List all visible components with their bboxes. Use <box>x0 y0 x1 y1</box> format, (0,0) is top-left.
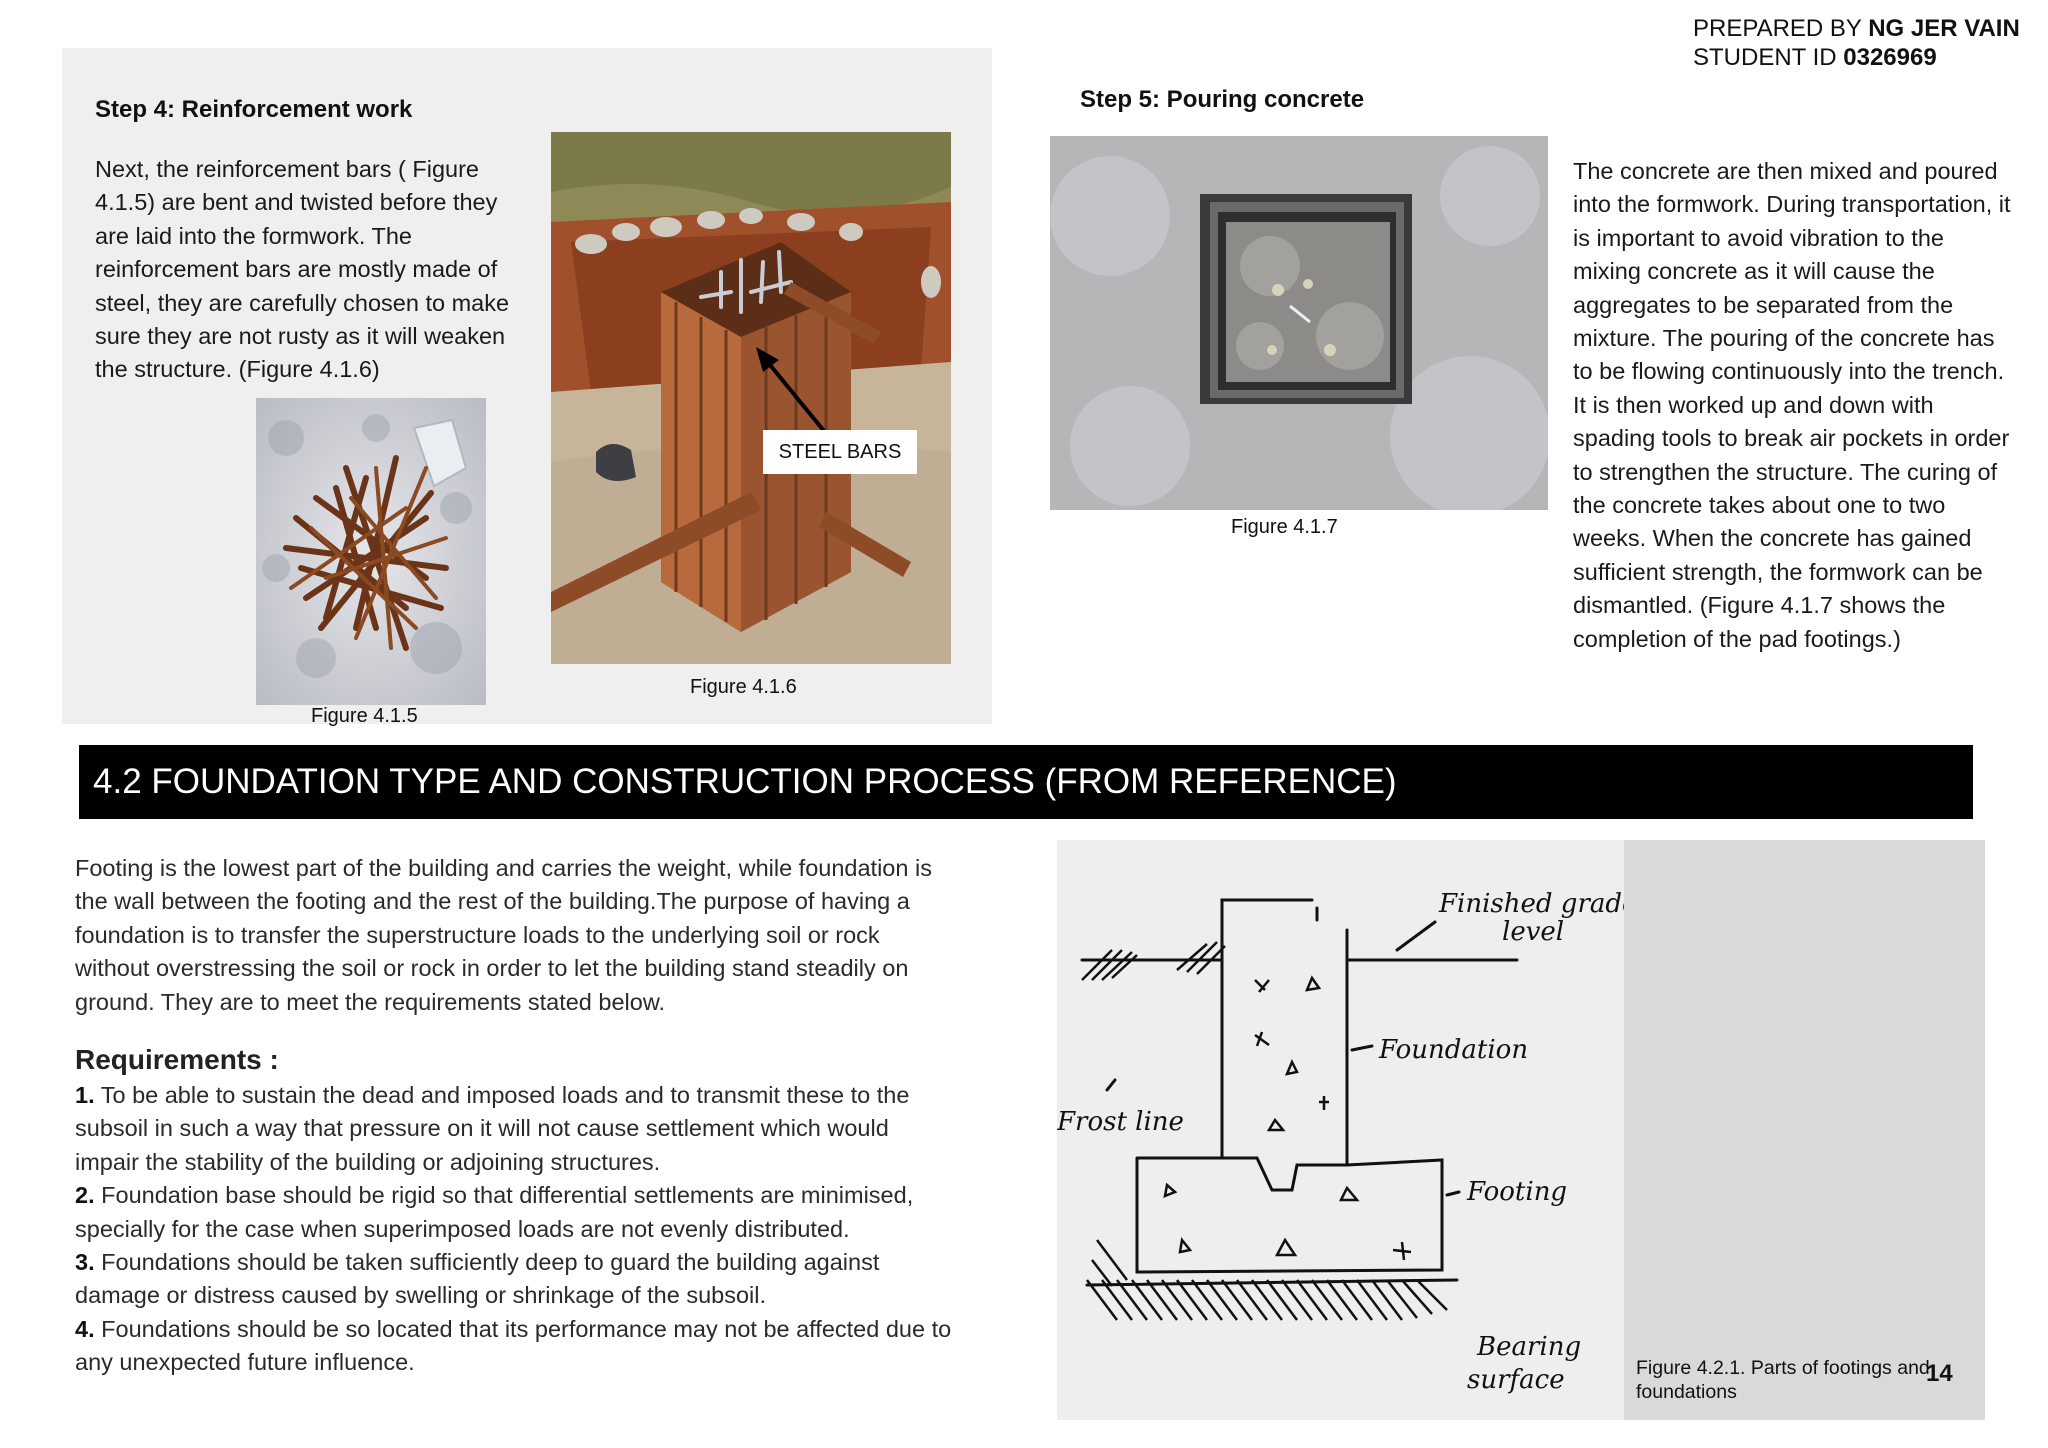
requirement-number: 4. <box>75 1315 95 1342</box>
prepared-by-line <box>1693 14 2020 43</box>
step5-line: into the formwork. During transportation, it <box>1573 191 2011 218</box>
intro-line: ground. They are to meet the requirements stated below. <box>75 988 666 1015</box>
step5-line: mixture. The pouring of the concrete has <box>1573 325 1995 352</box>
author-name: NG JER VAIN <box>1868 15 2020 42</box>
requirements-heading: Requirements : <box>75 1044 279 1076</box>
step4-paragraph <box>95 153 535 387</box>
step5-line: It is then worked up and down with <box>1573 391 1934 418</box>
step4-line: sure they are not rusty as it will weaken <box>95 323 506 350</box>
requirement-line: specially for the case when superimposed loads are not evenly distributed. <box>75 1215 850 1242</box>
student-id-value: 0326969 <box>1843 44 1937 71</box>
step5-line: to be flowing continuously into the trench. <box>1573 358 2005 385</box>
formwork-photo <box>551 132 951 664</box>
page-number: 14 <box>1926 1360 1953 1387</box>
step4-line: the structure. (Figure 4.1.6) <box>95 356 380 383</box>
prepared-by-label: PREPARED BY <box>1693 15 1862 42</box>
step5-paragraph <box>1573 155 2038 656</box>
level-label: level <box>1502 917 1565 947</box>
requirement-line: Foundations should be so located that its performance may not be affected due to <box>101 1315 952 1342</box>
finished-grade-label: Finished grade <box>1439 889 1624 919</box>
requirement-item <box>75 1313 995 1346</box>
step5-line: to strengthen the structure. The curing of <box>1573 458 1998 485</box>
foundation-text <box>75 852 995 1380</box>
step4-line: reinforcement bars are mostly made of <box>95 256 498 283</box>
caption-line: Figure 4.2.1. Parts of footings and <box>1636 1357 1930 1379</box>
requirement-line: impair the stability of the building or adjoining structures. <box>75 1148 661 1175</box>
requirement-number: 2. <box>75 1182 95 1209</box>
requirement-line: To be able to sustain the dead and imposed loads and to transmit these to the <box>100 1082 910 1109</box>
figure-415-caption: Figure 4.1.5 <box>311 705 418 727</box>
step5-line: is important to avoid vibration to the <box>1573 224 1944 251</box>
student-id-label: STUDENT ID <box>1693 44 1837 71</box>
step4-line: are laid into the formwork. The <box>95 222 412 249</box>
requirement-number: 1. <box>75 1082 95 1109</box>
step4-line: 4.1.5) are bent and twisted before they <box>95 189 498 216</box>
step5-line: completion of the pad footings.) <box>1573 625 1901 652</box>
footing-label: Footing <box>1467 1177 1568 1207</box>
section-heading: 4.2 FOUNDATION TYPE AND CONSTRUCTION PROCESS (FROM REFERENCE) <box>79 745 1973 819</box>
prepared-by-block <box>1693 14 2020 72</box>
figure-421-caption <box>1636 1356 1966 1404</box>
requirement-number: 3. <box>75 1249 95 1276</box>
requirement-item <box>75 1079 995 1112</box>
intro-line: Footing is the lowest part of the building and carries the weight, while foundation is <box>75 855 932 881</box>
figure-417-caption: Figure 4.1.7 <box>1231 516 1338 538</box>
step4-line: steel, they are carefully chosen to make <box>95 289 510 316</box>
footing-sketch <box>1057 840 1624 1420</box>
step4-line: Next, the reinforcement bars ( Figure <box>95 156 479 182</box>
requirement-item <box>75 1179 995 1212</box>
step5-line: the concrete takes about one to two <box>1573 492 1946 519</box>
intro-line: without overstressing the soil or rock in order to let the building stand steadily on <box>75 955 909 982</box>
requirement-line: subsoil in such a way that pressure on it will not cause settlement which would <box>75 1115 889 1142</box>
step4-title: Step 4: Reinforcement work <box>95 96 413 123</box>
steel-bars-label: STEEL BARS <box>763 430 917 474</box>
requirement-item <box>75 1246 995 1279</box>
intro-line: the wall between the footing and the rest of the building.The purpose of having a <box>75 888 910 915</box>
requirement-line: Foundations should be taken sufficiently deep to guard the building against <box>101 1249 880 1276</box>
bearing-label: Bearing <box>1477 1332 1582 1362</box>
figure-416-caption: Figure 4.1.6 <box>690 676 797 698</box>
requirement-line: Foundation base should be rigid so that differential settlements are minimised, <box>101 1182 914 1209</box>
requirement-line: any unexpected future influence. <box>75 1349 415 1376</box>
step5-line: spading tools to break air pockets in order <box>1573 425 2010 452</box>
step5-line: sufficient strength, the formwork can be <box>1573 558 1983 585</box>
step5-line: mixing concrete as it will cause the <box>1573 258 1935 285</box>
step5-line: aggregates to be separated from the <box>1573 291 1954 318</box>
caption-line: foundations <box>1636 1381 1737 1403</box>
rebar-pile-photo <box>256 398 486 705</box>
foundation-label: Foundation <box>1379 1035 1529 1065</box>
step5-line: dismantled. (Figure 4.1.7 shows the <box>1573 592 1946 619</box>
step5-line: The concrete are then mixed and poured <box>1573 158 1998 184</box>
frost-line-label: Frost line <box>1057 1107 1184 1137</box>
student-id-line <box>1693 43 2020 72</box>
surface-label: surface <box>1467 1365 1565 1395</box>
requirement-line: damage or distress caused by swelling or shrinkage of the subsoil. <box>75 1282 767 1309</box>
step5-title: Step 5: Pouring concrete <box>1080 86 1365 113</box>
step5-line: weeks. When the concrete has gained <box>1573 525 1972 552</box>
poured-concrete-photo <box>1050 136 1548 510</box>
intro-line: foundation is to transfer the superstructure loads to the underlying soil or rock <box>75 921 880 948</box>
